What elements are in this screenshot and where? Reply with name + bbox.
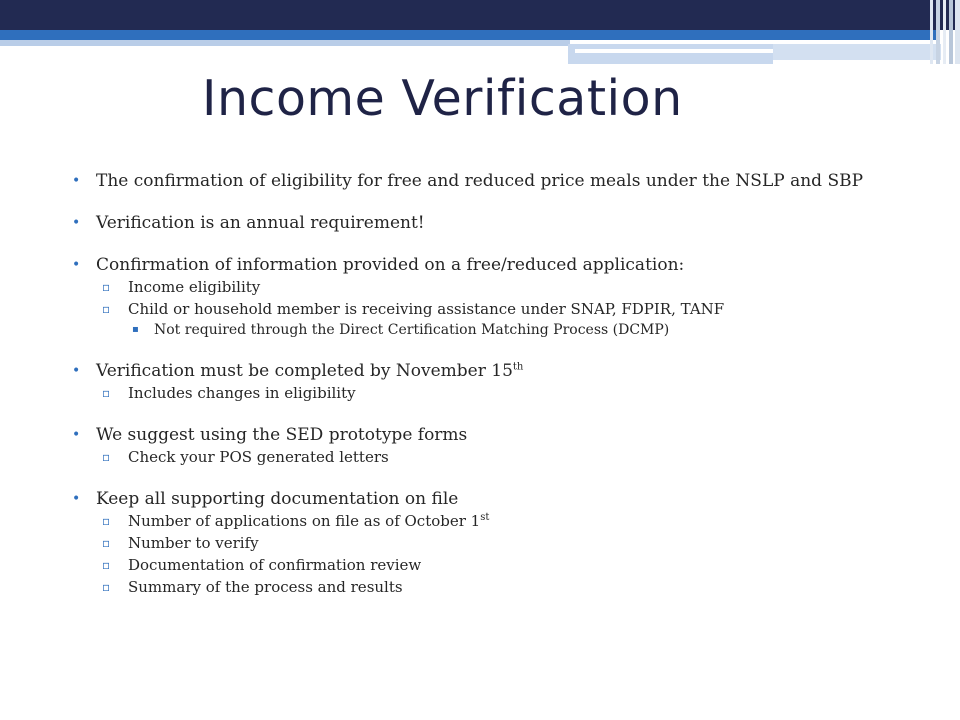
sub-bullet-item (72, 510, 942, 532)
sub-sub-bullet-text: Not required through the Direct Certification Matching Process (DCMP) (154, 322, 670, 338)
decor-stripe (949, 0, 953, 64)
sub-bullet-item (72, 446, 942, 468)
sub-bullet-item (72, 276, 942, 298)
bullet-text: We suggest using the SED prototype forms (96, 425, 468, 445)
header-band-navy (0, 0, 960, 30)
bullet-dot-icon: • (72, 257, 81, 273)
sub-bullet-item (72, 298, 942, 320)
square-bullet-icon: ▫ (102, 280, 111, 294)
square-bullet-icon: ▫ (102, 514, 111, 528)
header-band-light (0, 40, 570, 46)
header-band-blue (0, 30, 940, 40)
decor-stripe (936, 0, 940, 64)
bullet-text: Verification must be completed by November 15 (96, 361, 513, 381)
decor-stripe (943, 0, 946, 64)
header-band-highlight (775, 60, 935, 62)
sub-bullet-item (72, 554, 942, 576)
decor-stripe (955, 0, 960, 64)
sub-bullet-text: Income eligibility (128, 278, 261, 296)
square-bullet-icon: ▫ (102, 558, 111, 572)
bullet-dot-icon: • (72, 173, 81, 189)
sub-bullet-text: Check your POS generated letters (128, 448, 389, 466)
bullet-text: The confirmation of eligibility for free and reduced price meals under the NSLP and SBP (96, 171, 864, 191)
square-bullet-icon: ▫ (102, 386, 111, 400)
square-bullet-icon: ▫ (102, 580, 111, 594)
bullet-dot-icon: • (72, 363, 81, 379)
bullet-item (72, 488, 942, 510)
header-band-light (568, 44, 773, 64)
square-bullet-icon: ▫ (102, 302, 111, 316)
sub-bullet-item (72, 382, 942, 404)
bullet-item (72, 212, 942, 234)
sub-bullet-item (72, 532, 942, 554)
bullet-item (72, 170, 942, 192)
ordinal-suffix: st (480, 512, 490, 523)
bullet-item (72, 254, 942, 276)
sub-bullet-text: Documentation of confirmation review (128, 556, 422, 574)
bullet-dot-icon: • (72, 427, 81, 443)
bullet-text: Keep all supporting documentation on file (96, 489, 459, 509)
sub-bullet-text: Child or household member is receiving assistance under SNAP, FDPIR, TANF (128, 300, 725, 318)
square-bullet-icon: ▫ (102, 536, 111, 550)
decor-stripe (930, 0, 933, 64)
sub-sub-bullet-item (72, 320, 942, 340)
slide-title: Income Verification (202, 70, 683, 127)
sub-bullet-text: Summary of the process and results (128, 578, 403, 596)
bullet-text: Confirmation of information provided on a free/reduced application: (96, 255, 685, 275)
ordinal-suffix: th (512, 361, 524, 373)
small-square-bullet-icon: ▪ (132, 324, 139, 335)
bullet-dot-icon: • (72, 215, 81, 231)
sub-bullet-item (72, 576, 942, 598)
bullet-dot-icon: • (72, 491, 81, 507)
sub-bullet-text: Number of applications on file as of October 1 (128, 512, 481, 530)
bullet-text: Verification is an annual requirement! (96, 213, 425, 233)
bullet-list (72, 170, 942, 598)
bullet-item (72, 424, 942, 446)
bullet-item (72, 360, 942, 382)
sub-bullet-text: Includes changes in eligibility (128, 384, 356, 402)
header-band-light (773, 44, 941, 60)
square-bullet-icon: ▫ (102, 450, 111, 464)
sub-bullet-text: Number to verify (128, 534, 259, 552)
